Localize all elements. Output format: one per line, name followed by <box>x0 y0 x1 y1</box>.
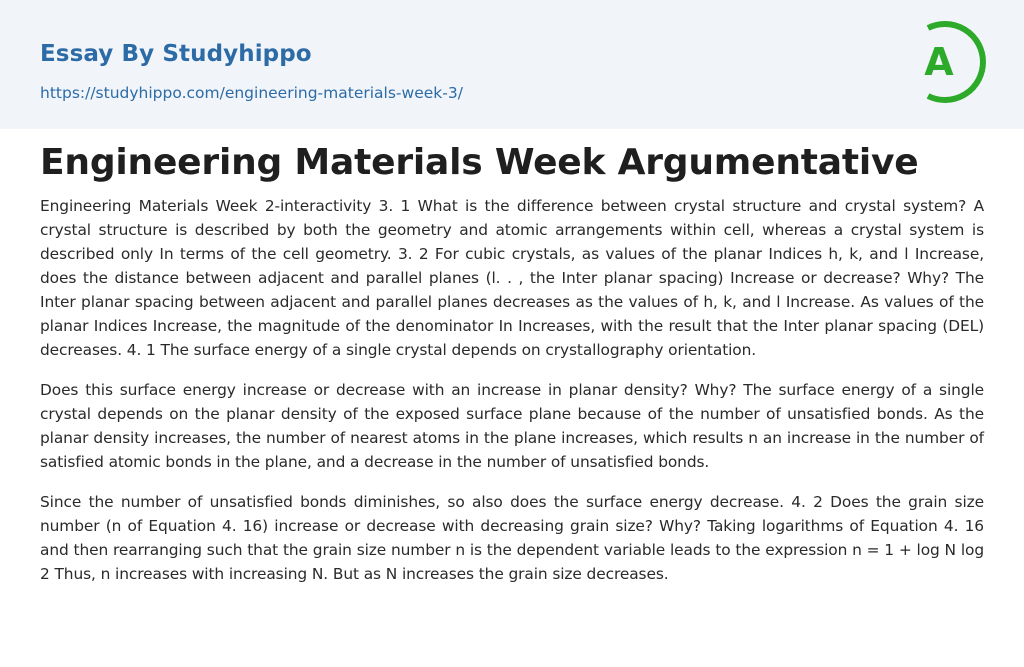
article-paragraph: Does this surface energy increase or decrease with an increase in planar density? Why? The surface energy of a single crystal depends on the planar density of the exposed surface plane because of the number of unsatisfied bonds. As the planar density increases, the number of nearest atoms in the plane increases, which results n an increase in the number of satisfied atomic bonds in the plane, and a decrease in the number of unsatisfied bonds. <box>40 381 984 471</box>
article-body <box>40 194 984 602</box>
page-title: Engineering Materials Week Argumentative <box>40 142 919 183</box>
page-url-link[interactable]: https://studyhippo.com/engineering-materials-week-3/ <box>40 84 463 102</box>
site-brand[interactable]: Essay By Studyhippo <box>40 41 312 67</box>
logo-letter: A <box>924 40 954 84</box>
site-header <box>0 0 1024 129</box>
studyhippo-logo-icon[interactable] <box>906 14 994 110</box>
article-paragraph: Since the number of unsatisfied bonds diminishes, so also does the surface energy decrease. 4. 2 Does the grain size number (n of Equation 4. 16) increase or decrease with decreasing grain size? Why? Taking logarithms of Equation 4. 16 and then rearranging such that the grain size number n is the dependent variable leads to the expression n = 1 + log N log 2 Thus, n increases with increasing N. But as N increases the grain size decreases. <box>40 493 984 583</box>
article-paragraph: Engineering Materials Week 2-interactivity 3. 1 What is the difference between crystal structure and crystal system? A crystal structure is described by both the geometry and atomic arrangements within cell, whereas a crystal system is described only In terms of the cell geometry. 3. 2 For cubic crystals, as values of the planar Indices h, k, and l Increase, does the distance between adjacent and parallel planes (l. . , the Inter planar spacing) Increase or decrease? Why? The Inter planar spacing between adjacent and parallel planes decreases as the values of h, k, and l Increase. As values of the planar Indices Increase, the magnitude of the denominator In Increases, with the result that the Inter planar spacing (DEL) decreases. 4. 1 The surface energy of a single crystal depends on crystallography orientation. <box>40 197 984 359</box>
